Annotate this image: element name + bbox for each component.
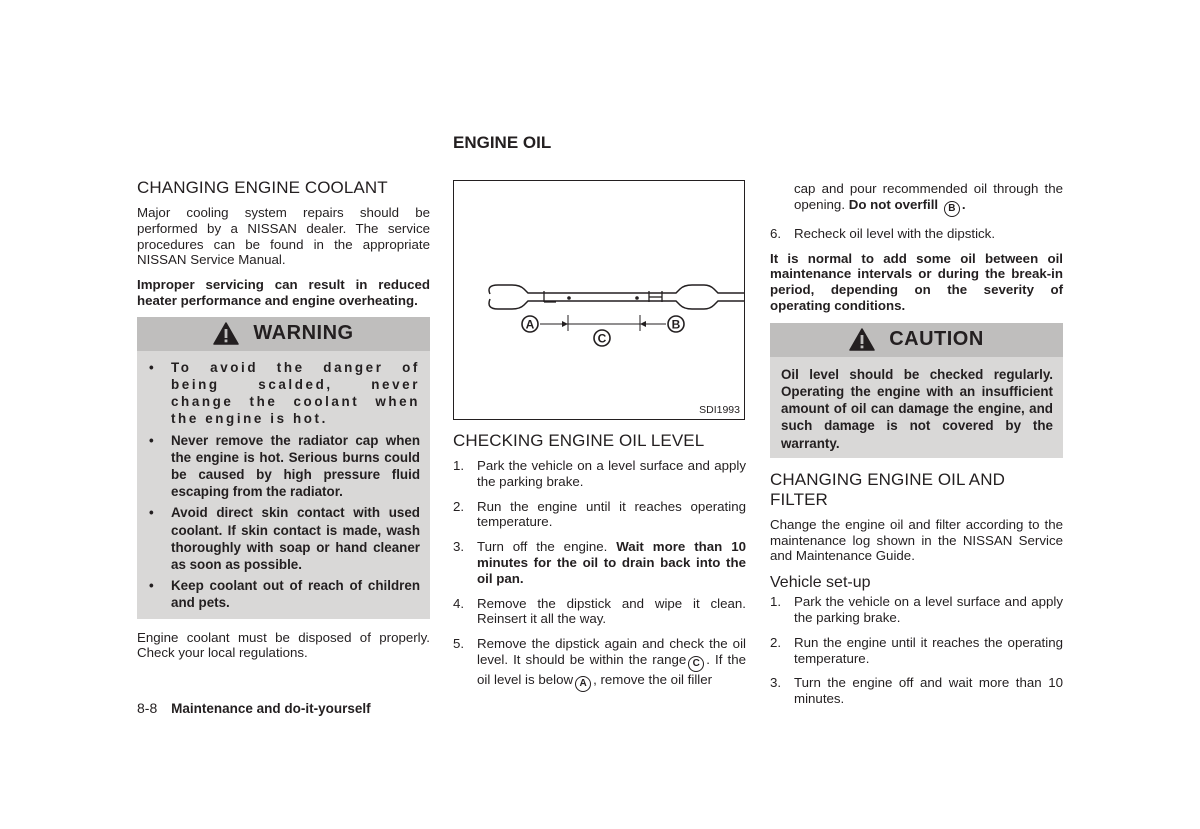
step-text: . If the oil level is below (477, 651, 746, 687)
continued-step-text (770, 181, 1063, 217)
bullet-icon: • (149, 578, 154, 594)
dipstick-diagram (454, 181, 744, 419)
step-number: 2. (453, 498, 465, 514)
list-item (453, 636, 746, 692)
page-footer (137, 700, 371, 716)
warning-item-text: Never remove the radiator cap when the engine is hot. Serious burns could be caused by high pressure fluid escaping from the radiator. (171, 432, 420, 500)
coolant-paragraph: Major cooling system repairs should be performed by a NISSAN dealer. The service procedures can be found in the appropriate NISSAN Service Manual. (137, 205, 430, 268)
step-text: Turn off the engine. (477, 539, 617, 555)
continued-text: cap and pour recommended oil through the opening. (794, 181, 1063, 212)
section-title-engine-oil: ENGINE OIL (453, 133, 552, 152)
step-number: 1. (453, 458, 465, 473)
step-text: Park the vehicle on a level surface and apply the parking brake. (794, 594, 1063, 625)
step-text: Recheck oil level with the dipstick. (794, 225, 996, 241)
bullet-icon: • (149, 359, 157, 375)
step-number: 3. (453, 539, 465, 555)
callout-a: A (525, 317, 535, 332)
list-item (770, 635, 1063, 667)
normal-add-oil-note: It is normal to add some oil between oil maintenance intervals or during the break-in period, depending on the severity of operating conditions. (770, 250, 1063, 313)
step-text: Remove the dipstick again and check the oil level. It should be within the range (477, 636, 746, 667)
figure-code: SDI1993 (699, 404, 740, 416)
step-bold-text: Wait more than 10 minutes for the oil to drain back into the oil pan. (477, 539, 747, 586)
caution-header (770, 323, 1063, 357)
changing-paragraph: Change the engine oil and filter according to the maintenance log shown in the NISSAN Service and Maintenance Guide. (770, 516, 1063, 564)
list-item (770, 675, 1063, 707)
callout-b: B (671, 317, 681, 332)
heading-vehicle-setup: Vehicle set-up (770, 574, 871, 592)
warning-triangle-icon (213, 322, 239, 345)
step-number: 2. (770, 634, 782, 650)
warning-header (137, 317, 430, 351)
bullet-icon: • (149, 432, 154, 448)
warning-item-text: Avoid direct skin contact with used coolant. If skin contact is made, wash thoroughly with soap or hand cleaner as soon as possible. (171, 505, 420, 573)
step-number: 5. (453, 636, 465, 652)
warning-item-text: To avoid the danger of being scalded, never change the coolant when the engine is hot. (171, 359, 420, 427)
bullet-icon: • (149, 505, 154, 521)
caution-triangle-icon (849, 328, 875, 351)
dipstick-figure (453, 180, 745, 420)
warning-item (137, 359, 420, 428)
checking-steps-list (453, 458, 746, 692)
caution-title: CAUTION (889, 328, 984, 351)
callout-c: C (597, 331, 607, 346)
setup-steps-list (770, 594, 1063, 707)
callout-a-icon: A (575, 676, 591, 692)
warning-item (137, 577, 420, 611)
heading-checking-engine-oil-level: CHECKING ENGINE OIL LEVEL (453, 431, 705, 450)
warning-list (137, 351, 430, 612)
step-text: Park the vehicle on a level surface and apply the parking brake. (477, 458, 746, 489)
step-number: 6. (770, 225, 782, 241)
heading-changing-engine-oil-and-filter: CHANGING ENGINE OIL AND FILTER (770, 469, 1005, 509)
page-number: 8-8 (137, 700, 158, 716)
step-number: 1. (770, 594, 782, 610)
list-item (770, 226, 1063, 242)
warning-item-text: Keep coolant out of reach of children and pets. (171, 578, 420, 611)
period: . (961, 196, 966, 212)
callout-b-icon: B (944, 201, 960, 217)
dispose-paragraph: Engine coolant must be disposed of properly. Check your local regulations. (137, 629, 430, 661)
footer-section-title: Maintenance and do-it-yourself (171, 701, 371, 716)
step-number: 3. (770, 675, 782, 691)
list-item (770, 594, 1063, 626)
do-not-overfill: Do not overfill (848, 196, 939, 212)
right-column (770, 181, 1063, 707)
step-text: Turn the engine off and wait more than 10 minutes. (794, 675, 1063, 707)
caution-box (770, 323, 1063, 458)
list-item (453, 539, 746, 586)
step-text: Run the engine until it reaches operating temperature. (477, 498, 746, 530)
coolant-bold-note: Improper servicing can result in reduced heater performance and engine overheating. (137, 277, 430, 308)
left-column (137, 178, 430, 661)
list-item (453, 458, 746, 490)
step-text: Run the engine until it reaches the operating temperature. (794, 634, 1063, 666)
warning-box (137, 317, 430, 619)
list-item (453, 596, 746, 628)
heading-changing-engine-coolant: CHANGING ENGINE COOLANT (137, 178, 388, 197)
warning-item (137, 432, 420, 501)
step-text: , remove the oil filler (593, 671, 713, 687)
caution-text: Oil level should be checked regularly. Operating the engine with an insufficient amount of oil can damage the engine, and such damage is not covered by the warranty. (781, 366, 1053, 451)
middle-column (453, 431, 746, 692)
list-item (453, 499, 746, 531)
warning-item (137, 504, 420, 573)
callout-c-icon: C (688, 656, 704, 672)
step-number: 4. (453, 595, 465, 611)
step-text: Remove the dipstick and wipe it clean. Reinsert it all the way. (477, 595, 746, 627)
warning-title: WARNING (253, 322, 354, 345)
